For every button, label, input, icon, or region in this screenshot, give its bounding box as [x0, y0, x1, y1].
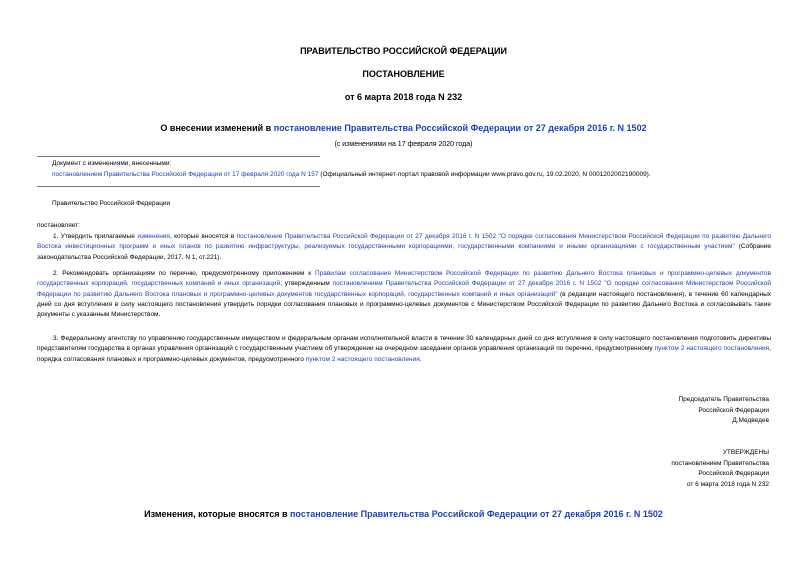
paragraph-3	[37, 334, 771, 365]
approved-line-2: постановлением Правительства	[671, 459, 769, 467]
divider-top	[37, 156, 320, 157]
changes-heading-link[interactable]: постановление Правительства Российской Федерации от 27 декабря 2016 г. N 1502	[290, 509, 663, 519]
amendment-source: (Официальный интернет-портал правовой информации www.pravo.gov.ru, 19.02.2020, N 0001202002190009).	[318, 171, 651, 178]
signature-line-1: Председатель Правительства	[678, 396, 769, 403]
p1-link-resolution[interactable]: постановление Правительства Российской Федерации от 27 декабря 2016 г. N 1502 "О порядке согласования Министерством Российской Федерации по развитию Дальнего Востока инвестиционных программ и иных планов по развитию инфраструктуры, реализуемых государственными корпорациями, государственными компаниями и иными организациями с государственным участием"	[37, 233, 771, 251]
paragraph-2	[37, 269, 771, 320]
p2-link-resolution[interactable]: постановлением Правительства Российской Федерации от 27 декабря 2016 г. N 1502 "О порядке согласования Министерством Российской Федерации по развитию Дальнего Востока плановых и программно-целевых документов государственных корпораций, государственных компаний и иных организаций"	[37, 280, 772, 298]
p2-link-rules[interactable]: Правилам согласования Министерством Российской Федерации по развитию Дальнего Востока плановых и программно-целевых документов государственных корпораций, государственных компаний и иных организаций,	[37, 270, 771, 288]
signature-block	[678, 395, 769, 427]
p3-text-b: , порядка согласования плановых и программно-целевых документов, предусмотренного	[37, 345, 771, 363]
p3-link-point2-a[interactable]: пунктом 2 настоящего постановления	[654, 345, 770, 353]
paragraph-1	[37, 232, 771, 263]
document-date-number: от 6 марта 2018 года N 232	[344, 92, 463, 102]
p1-text-a: 1. Утвердить прилагаемые	[53, 233, 138, 240]
document-type: ПОСТАНОВЛЕНИЕ	[362, 69, 445, 79]
p1-text-b: , которые вносятся в	[169, 233, 237, 240]
government-heading: ПРАВИТЕЛЬСТВО РОССИЙСКОЙ ФЕДЕРАЦИИ	[300, 46, 507, 56]
approved-line-1: УТВЕРЖДЕНЫ	[722, 449, 769, 456]
p2-text-c: (в редакции настоящего постановления), в течение 60 календарных дней со дня вступления в силу настоящего постановления утвердить порядки согласования плановых и программно-целевых документов с Министерством Российской Федерации по развитию Дальнего Востока и согласовывать такие документы с указанным Министерством.	[37, 290, 771, 319]
title-link[interactable]: постановление Правительства Российской Федерации от 27 декабря 2016 г. N 1502	[273, 123, 647, 133]
authority: Правительство Российской Федерации	[52, 200, 171, 207]
decrees-word: постановляет:	[37, 222, 80, 229]
p2-text-a: 2. Рекомендовать организациям по перечню, предусмотренному приложением к	[53, 270, 315, 277]
document-title	[0, 123, 807, 133]
divider-bottom	[37, 186, 320, 187]
p2-text-b: утвержденным	[281, 280, 333, 288]
p3-link-point2-b[interactable]: пунктом 2 настоящего постановления	[305, 355, 420, 363]
signature-line-3: Д.Медведев	[732, 417, 769, 424]
p1-text-c: (Собрание законодательства Российской Федерации, 2017, N 1, ст.221).	[37, 243, 772, 261]
approved-line-4: от 6 марта 2018 года N 232	[686, 480, 769, 488]
changes-heading	[0, 509, 807, 519]
title-prefix: О внесении изменений в	[160, 123, 274, 133]
changes-heading-prefix: Изменения, которые вносятся в	[144, 509, 290, 519]
signature-line-2: Российской Федерации	[698, 406, 769, 414]
p1-link-changes[interactable]: изменения	[137, 233, 170, 240]
amendment-link[interactable]: постановлением Правительства Российской Федерации от 17 февраля 2020 года N 157	[52, 171, 319, 178]
amendments-label: Документ с изменениями, внесенными:	[52, 160, 172, 167]
amendments-entry	[52, 170, 651, 180]
amended-note: (с изменениями на 17 февраля 2020 года)	[334, 141, 473, 148]
p3-text-a: 3. Федеральному агентству по управлению государственным имуществом и федеральным органам исполнительной власти в течение 30 календарных дней со дня вступления в силу настоящего постановления подготовить директивы представителям государства в органах управления организаций с государственным участием об утверждении на очередном заседании органов управления организаций по перечню, предусмотренному	[37, 335, 771, 353]
p3-text-c: .	[419, 355, 422, 363]
approved-block	[671, 448, 769, 490]
approved-line-3: Российской Федерации	[698, 470, 769, 477]
